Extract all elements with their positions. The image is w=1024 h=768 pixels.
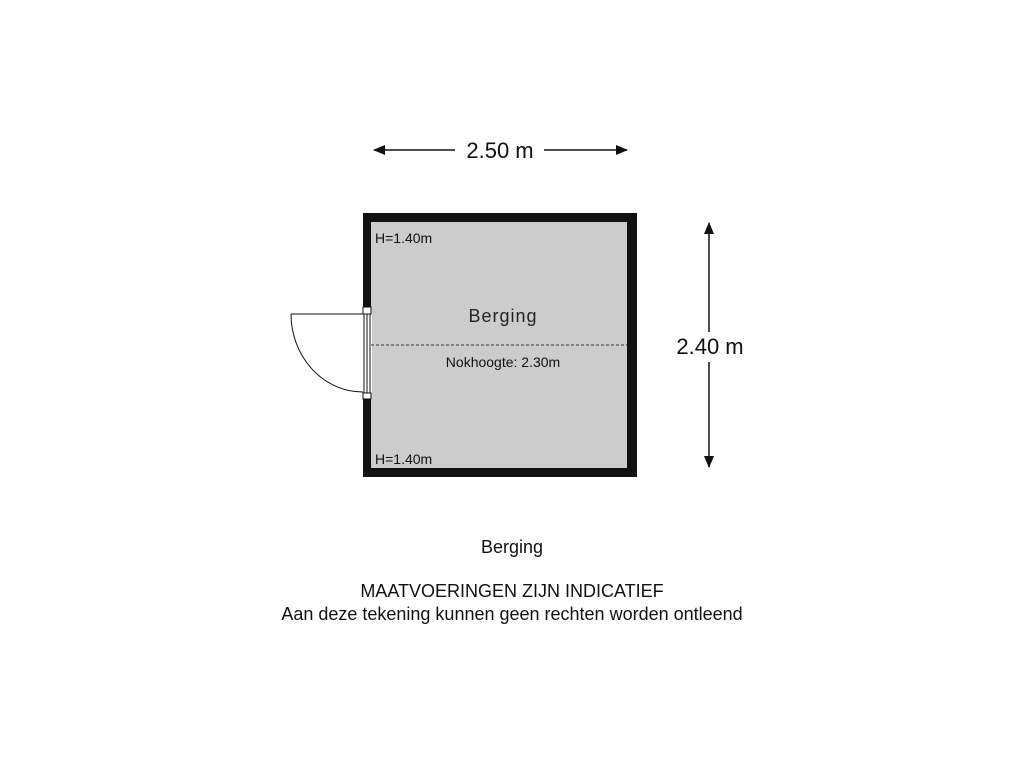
width-dimension — [374, 138, 627, 163]
door-jamb-top — [363, 307, 371, 314]
door — [291, 307, 372, 399]
ridge-height-label: Nokhoogte: 2.30m — [445, 354, 561, 370]
height-label-bottom-left: H=1.40m — [375, 451, 433, 467]
door-swing-arc — [291, 314, 363, 392]
room-name-label: Berging — [468, 306, 538, 326]
height-dimension-label: 2.40 m — [676, 334, 744, 359]
door-jamb-bottom — [363, 393, 371, 399]
disclaimer-line-1: MAATVOERINGEN ZIJN INDICATIEF — [360, 581, 664, 601]
caption-title: Berging — [480, 537, 544, 557]
height-dimension — [676, 223, 743, 467]
height-label-top-left: H=1.40m — [375, 230, 433, 246]
disclaimer-line-2: Aan deze tekening kunnen geen rechten worden ontleend — [281, 604, 743, 624]
width-dimension-label: 2.50 m — [466, 138, 534, 163]
